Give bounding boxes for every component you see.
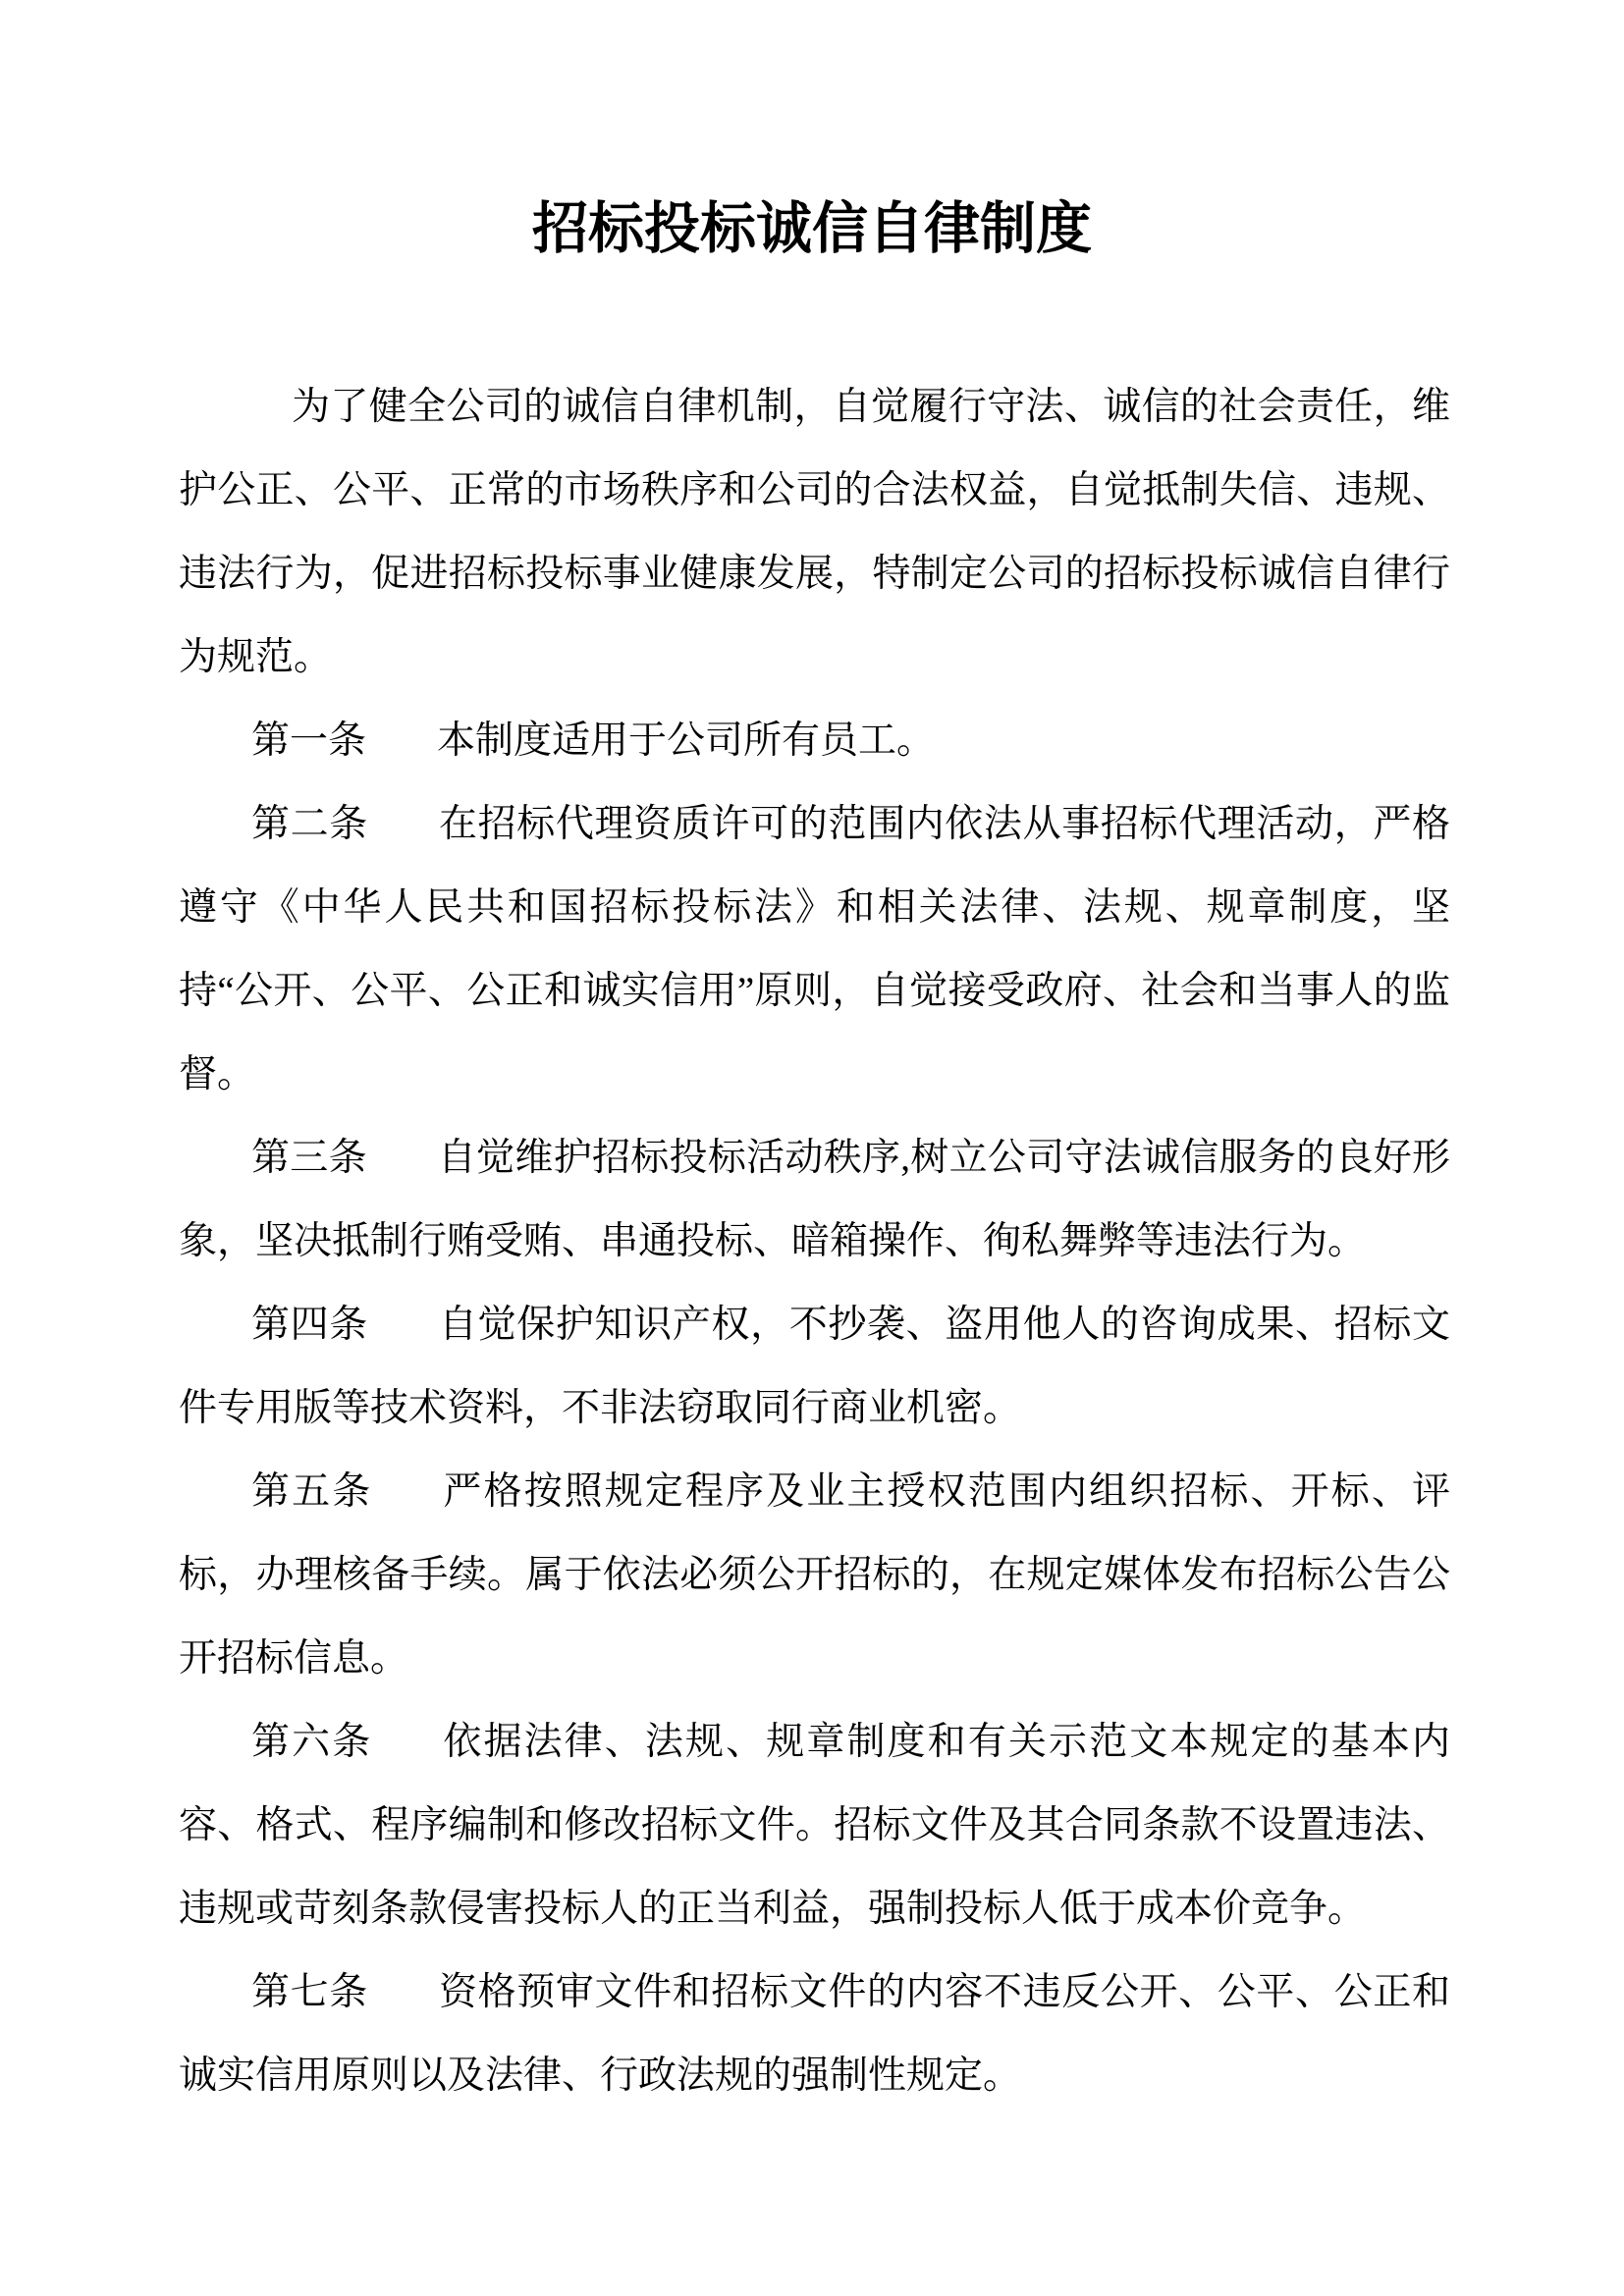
article-text: 自觉保护知识产权，不抄袭、盗用他人的咨询成果、招标文件专用版等技术资料，不非法窃取同行商业机密。 bbox=[179, 1304, 1450, 1429]
article-number: 第五条 bbox=[251, 1470, 373, 1513]
article-text: 依据法律、法规、规章制度和有关示范文本规定的基本内容、格式、程序编制和修改招标文件。招标文件及其合同条款不设置违法、违规或苛刻条款侵害投标人的正当利益，强制投标人低于成本价竞争。 bbox=[179, 1721, 1450, 1930]
article-text: 自觉维护招标投标活动秩序,树立公司守法诚信服务的良好形象，坚决抵制行贿受贿、串通投标、暗箱操作、徇私舞弊等违法行为。 bbox=[179, 1137, 1450, 1262]
article-text: 本制度适用于公司所有员工。 bbox=[437, 720, 936, 762]
article-text: 在招标代理资质许可的范围内依法从事招标代理活动，严格遵守《中华人民共和国招标投标法》和相关法律、法规、规章制度，坚持“公开、公平、公正和诚实信用”原则，自觉接受政府、社会和当事人的监督。 bbox=[179, 803, 1450, 1095]
paragraph bbox=[179, 365, 1450, 699]
article-text: 严格按照规定程序及业主授权范围内组织招标、开标、评标，办理核备手续。属于依法必须公开招标的，在规定媒体发布招标公告公开招标信息。 bbox=[179, 1470, 1450, 1680]
paragraph bbox=[179, 1950, 1450, 2117]
document-body bbox=[179, 365, 1450, 2117]
article-number: 第三条 bbox=[251, 1137, 367, 1179]
paragraph bbox=[179, 782, 1450, 1116]
paragraph bbox=[179, 699, 1450, 782]
paragraph bbox=[179, 1700, 1450, 1950]
article-number: 第六条 bbox=[251, 1721, 373, 1763]
article-number: 第四条 bbox=[251, 1304, 368, 1346]
article-number: 第二条 bbox=[251, 803, 368, 845]
paragraph bbox=[179, 1450, 1450, 1700]
article-number: 第一条 bbox=[251, 720, 367, 762]
paragraph bbox=[179, 1283, 1450, 1450]
paragraph bbox=[179, 1116, 1450, 1283]
article-text: 为了健全公司的诚信自律机制，自觉履行守法、诚信的社会责任，维护公正、公平、正常的市场秩序和公司的合法权益，自觉抵制失信、违规、违法行为，促进招标投标事业健康发展，特制定公司的招标投标诚信自律行为规范。 bbox=[179, 386, 1450, 678]
article-number: 第七条 bbox=[251, 1971, 368, 2013]
article-text: 资格预审文件和招标文件的内容不违反公开、公平、公正和诚实信用原则以及法律、行政法规的强制性规定。 bbox=[179, 1971, 1450, 2097]
document-title: 招标投标诚信自律制度 bbox=[532, 198, 1092, 260]
